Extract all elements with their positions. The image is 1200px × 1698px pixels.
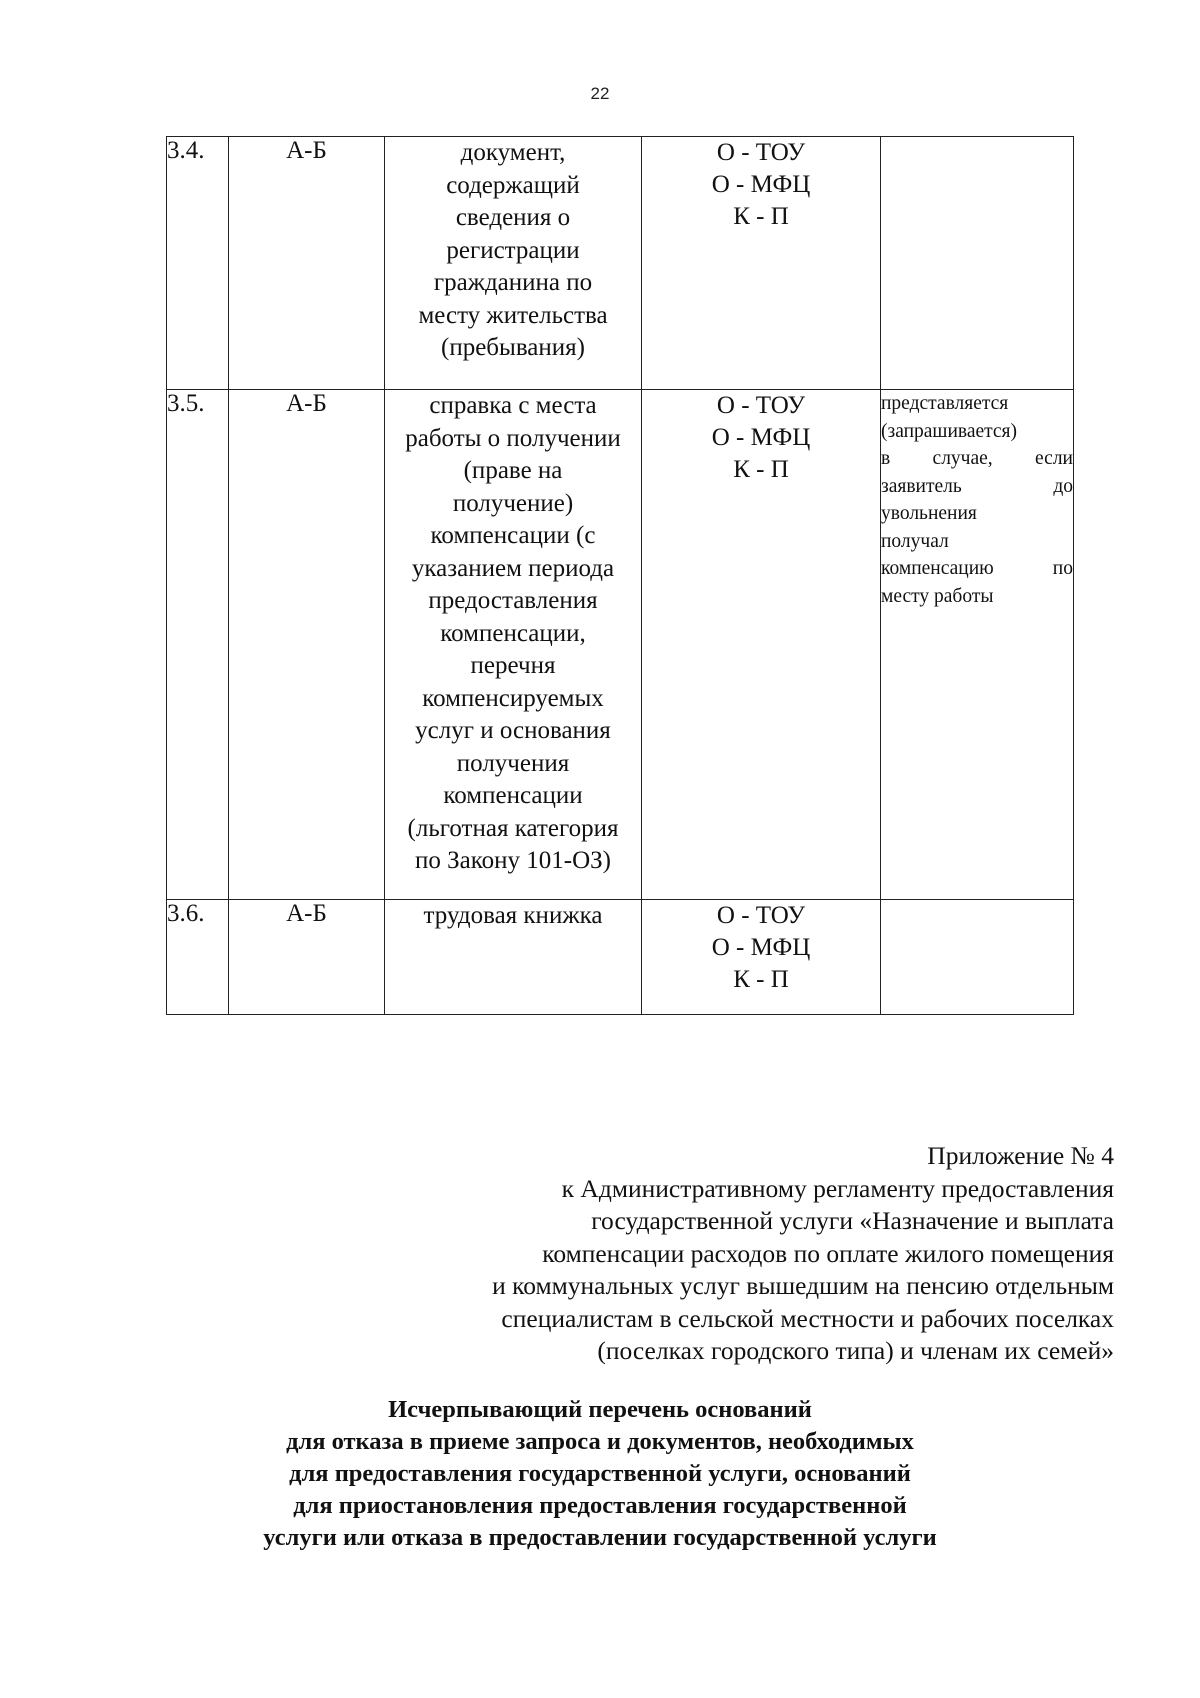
row-number: 3.5. [167, 390, 229, 900]
document-line: работы о получении [405, 424, 621, 452]
appendix-line: Приложение № 4 [927, 1141, 1114, 1170]
note-cell [881, 390, 1074, 900]
note-line: получал [881, 530, 949, 552]
organization-line: О - МФЦ [711, 424, 811, 451]
heading-line: Исчерпывающий перечень оснований [388, 1396, 812, 1423]
table-row [167, 137, 1074, 390]
note-line: заявитель до [881, 475, 1073, 497]
document-line: по Закону 101-ОЗ) [415, 847, 611, 874]
document-line: справка с места [429, 392, 597, 419]
document-line: услуг и основания [415, 717, 611, 744]
row-code: А-Б [229, 390, 385, 900]
heading-line: для отказа в приеме запроса и документов, необходимых [286, 1428, 914, 1455]
heading-line: для приостановления предоставления государственной [293, 1492, 907, 1519]
organization-line: О - ТОУ [716, 392, 806, 419]
documents-table [166, 136, 1074, 1015]
table-row [167, 390, 1074, 900]
document-line: компенсации [443, 782, 583, 809]
table-row [167, 900, 1074, 1015]
appendix-caption [492, 1140, 1114, 1368]
document-line: сведения о [455, 204, 571, 231]
appendix-line: специалистам в сельской местности и рабочих поселках [501, 1303, 1114, 1333]
document-line: трудовая книжка [423, 902, 603, 929]
document-line: документ, [460, 139, 566, 166]
document-line: регистрации [446, 236, 580, 264]
document-line: получения [456, 749, 570, 777]
document-line: (праве на [463, 457, 563, 484]
document-line: предоставления [428, 587, 598, 614]
document-line: указанием периода [411, 554, 615, 582]
document-line: компенсации, [440, 619, 586, 647]
note-cell [881, 137, 1074, 390]
section-heading [0, 1394, 1200, 1554]
note-line: в случае, если [881, 448, 1073, 469]
row-code: А-Б [229, 900, 385, 1015]
heading-line: для предоставления государственной услуги, оснований [289, 1460, 911, 1487]
document-line: гражданина по [433, 269, 593, 296]
appendix-line: государственной услуги «Назначение и выплата [591, 1206, 1114, 1235]
row-code: А-Б [229, 137, 385, 390]
note-line: увольнения [881, 503, 977, 524]
document-line: содержащий [446, 171, 580, 199]
note-line: представляется [881, 393, 1009, 414]
note-line: месту работы [881, 585, 994, 607]
document-line: (льготная категория [407, 814, 619, 842]
document-cell [385, 900, 642, 1015]
row-number: 3.6. [167, 900, 229, 1015]
heading-line: услуги или отказа в предоставлении государственной услуги [263, 1524, 937, 1551]
document-line: перечня [470, 652, 556, 679]
document-cell [385, 390, 642, 900]
document-cell [385, 137, 642, 390]
document-line: получение) [452, 489, 574, 517]
appendix-line: к Административному регламенту предоставления [561, 1173, 1114, 1203]
document-line: компенсируемых [422, 684, 604, 712]
organization-line: О - ТОУ [716, 139, 806, 166]
organization-line: К - П [733, 456, 789, 483]
organization-cell [642, 900, 881, 1015]
appendix-line: (поселках городского типа) и членам их семей» [597, 1336, 1114, 1365]
document-line: месту жительства [418, 301, 608, 329]
organization-cell [642, 137, 881, 390]
organization-line: О - МФЦ [711, 171, 811, 198]
appendix-line: и коммунальных услуг вышедшим на пенсию отдельным [492, 1271, 1114, 1300]
row-number: 3.4. [167, 137, 229, 390]
organization-line: К - П [733, 203, 789, 230]
organization-line: К - П [733, 966, 789, 993]
note-line: компенсацию по [881, 558, 1073, 579]
document-line: компенсации (с [430, 522, 596, 549]
note-line: (запрашивается) [881, 420, 1018, 442]
appendix-line: компенсации расходов по оплате жилого помещения [542, 1238, 1114, 1268]
page-number: 22 [590, 84, 610, 103]
document-line: (пребывания) [441, 334, 585, 361]
note-cell [881, 900, 1074, 1015]
organization-line: О - ТОУ [716, 902, 806, 929]
organization-cell [642, 390, 881, 900]
organization-line: О - МФЦ [711, 934, 811, 961]
